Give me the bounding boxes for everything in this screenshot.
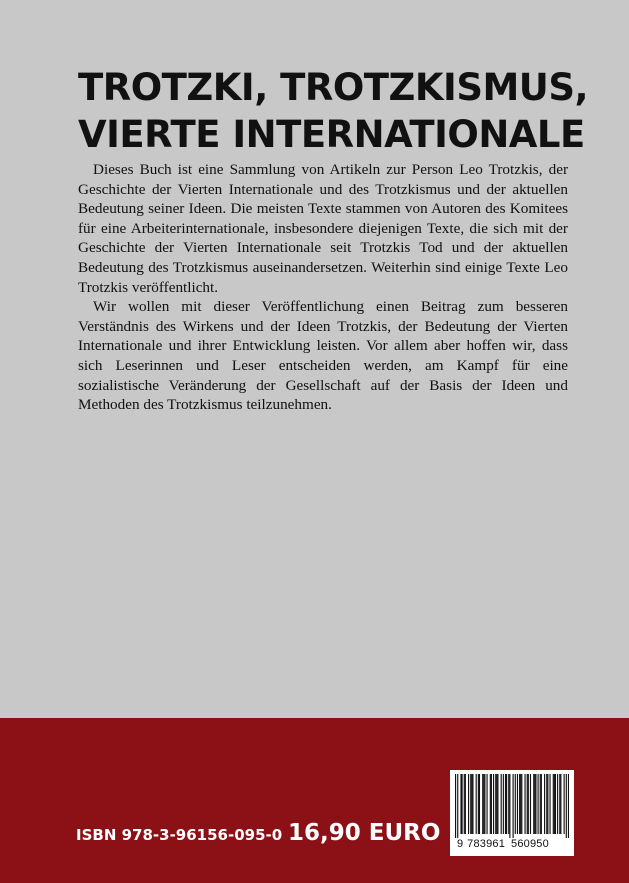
barcode-bar — [519, 774, 520, 834]
barcode-bar — [528, 774, 529, 834]
barcode-bar — [568, 774, 569, 838]
barcode-bar — [491, 774, 492, 834]
barcode-bar — [520, 774, 521, 834]
title-line-1: TROTZKI, TROTZKISMUS, — [78, 66, 589, 109]
barcode-bar — [479, 774, 480, 834]
barcode-bar — [544, 774, 545, 834]
barcode-bar — [540, 774, 541, 834]
barcode-bar — [468, 774, 469, 834]
barcode-bar — [530, 774, 531, 834]
barcode-bar — [464, 774, 465, 834]
barcode-group-2: 560950 — [511, 838, 549, 850]
barcode-group-1: 783961 — [467, 838, 506, 850]
barcode-bar — [490, 774, 491, 834]
barcode-bar — [564, 774, 565, 834]
barcode-bar — [538, 774, 539, 834]
barcode-bar — [495, 774, 496, 834]
barcode-bar — [517, 774, 518, 834]
barcode-bar — [506, 774, 507, 834]
barcode-bar — [482, 774, 483, 834]
barcode-bar — [505, 774, 506, 834]
barcode-bar — [455, 774, 456, 838]
barcode-bar — [503, 774, 504, 834]
barcode-bar — [478, 774, 479, 834]
barcode-bar — [462, 774, 463, 834]
barcode-bars — [455, 774, 569, 838]
barcode-bar — [555, 774, 556, 834]
barcode-bar — [508, 774, 509, 834]
barcode-bar — [483, 774, 484, 834]
barcode-bar — [527, 774, 528, 834]
price-text: 16,90 EURO — [288, 820, 441, 846]
barcode-bar — [521, 774, 522, 834]
barcode-bar — [541, 774, 542, 834]
barcode-bar — [472, 774, 473, 834]
blurb-paragraph-2: Wir wollen mit dieser Veröffentlichung einen Beitrag zum besseren Verständnis des Wirkens und der Ideen Trotzkis, der Bedeutung der Vierten Internationale und ihrer Entwicklung leisten. Vor allem aber hoffen wir, dass sich Leserinnen und Leser entscheiden werden, am Kampf für eine sozialistische Veränderung der Gesellschaft auf der Basis der Ideen und Methoden des Trotzkismus teilzunehmen. — [78, 298, 568, 414]
barcode-bar — [554, 774, 555, 834]
barcode-bar — [560, 774, 561, 834]
barcode-bar — [470, 774, 471, 834]
title-line-2: VIERTE INTERNATIONALE — [78, 113, 585, 156]
barcode-bar — [457, 774, 458, 838]
barcode-lead-digit: 9 — [457, 838, 464, 850]
barcode-bar — [515, 774, 516, 834]
isbn-text: ISBN 978-3-96156-095-0 — [76, 826, 283, 844]
barcode-bar — [497, 774, 498, 834]
barcode-bar — [496, 774, 497, 834]
barcode-bar — [534, 774, 535, 834]
barcode-bar — [559, 774, 560, 834]
barcode-bar — [547, 774, 548, 834]
barcode-bar — [535, 774, 536, 834]
book-title — [78, 64, 598, 158]
barcode-bar — [486, 774, 487, 834]
barcode-bar — [471, 774, 472, 834]
barcode — [450, 770, 574, 856]
blurb-paragraph-1: Dieses Buch ist eine Sammlung von Artikeln zur Person Leo Trotzkis, der Geschichte der Vierten Internationale und des Trotzkismus und der aktuellen Bedeutung seiner Ideen. Die meisten Texte stammen von Autoren des Komitees für eine Arbeiterinternationale, insbesondere diejenigen Texte, die sich mit der Geschichte der Vierten Internationale seit Trotzkis Tod und der aktuellen Bedeutung des Trotzkismus auseinandersetzen. Weiterhin sind einige Texte Leo Trotzkis veröffentlicht. — [78, 161, 568, 296]
blurb-text — [78, 160, 568, 415]
barcode-bar — [460, 774, 461, 834]
barcode-bar — [465, 774, 466, 834]
barcode-bar — [513, 774, 514, 838]
barcode-digits — [457, 838, 569, 850]
barcode-bar — [501, 774, 502, 834]
barcode-bar — [493, 774, 494, 834]
barcode-bar — [549, 774, 550, 834]
barcode-bar — [524, 774, 525, 834]
barcode-bar — [484, 774, 485, 834]
barcode-bar — [509, 774, 510, 838]
barcode-bar — [533, 774, 534, 834]
barcode-bar — [566, 774, 567, 838]
barcode-bar — [476, 774, 477, 834]
barcode-bar — [546, 774, 547, 834]
barcode-bar — [557, 774, 558, 834]
barcode-bar — [553, 774, 554, 834]
